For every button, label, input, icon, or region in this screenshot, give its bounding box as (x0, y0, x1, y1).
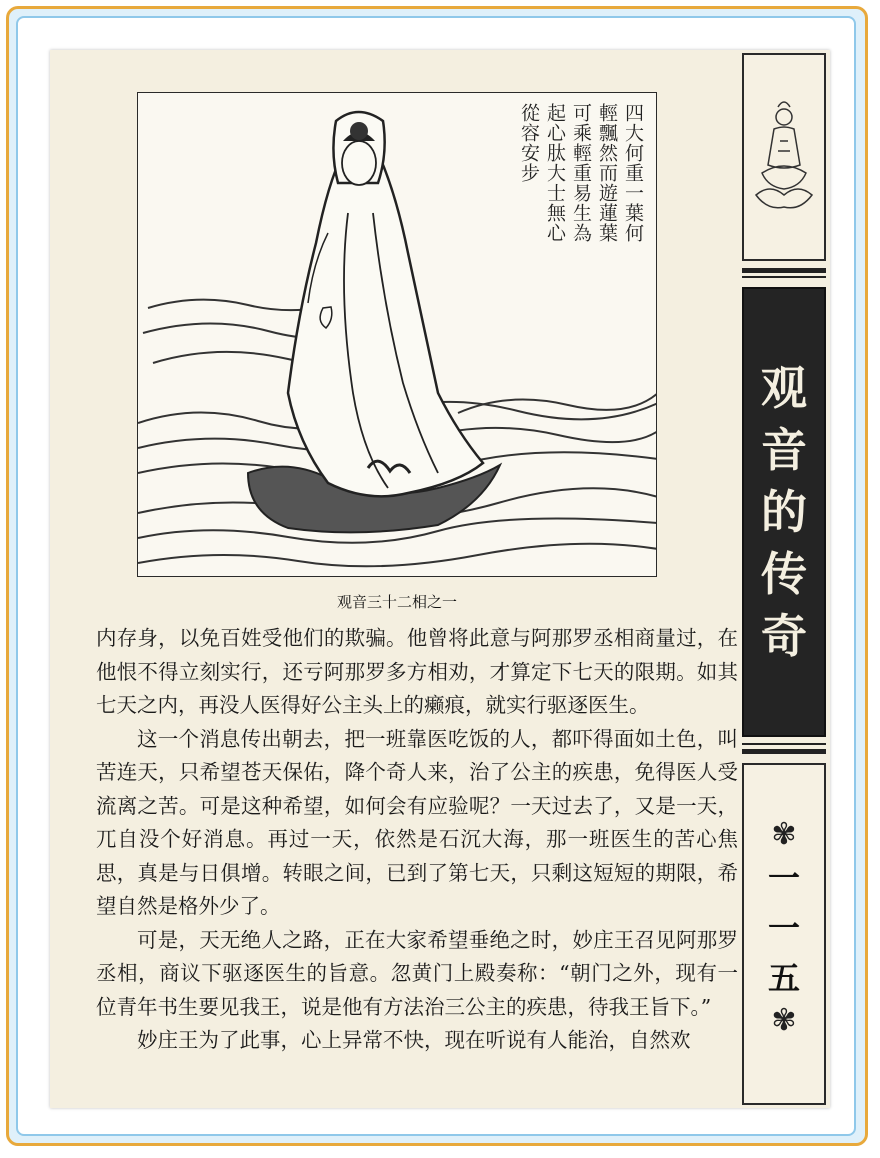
page-number-panel (742, 763, 826, 1105)
paragraph: 妙庄王为了此事，心上异常不快，现在听说有人能治，自然欢 (137, 1028, 691, 1052)
body-text (96, 622, 738, 1058)
title-char: 传 (761, 547, 807, 601)
page-number-char: 五 (767, 959, 800, 997)
flower-ornament-icon: ✾ (771, 1003, 797, 1038)
divider-rule (742, 749, 826, 754)
paragraph: 内存身，以免百姓受他们的欺骗。他曾将此意与阿那罗丞相商量过，在他恨不得立刻实行，还亏阿那罗多方相劝，才算定下七天的限期。如其七天之内，再没人医得好公主头上的癞痕，就实行驱逐医生。 (96, 626, 738, 717)
book-title-vertical (742, 287, 826, 737)
guanyin-illustration (137, 92, 657, 577)
poem-column: 從容安步 (518, 103, 540, 183)
poem-column: 起心肽大士無心 (544, 103, 566, 243)
paragraph: 这一个消息传出朝去，把一班靠医吃饭的人，都吓得面如土色，叫苦连天，只希望苍天保佑，降个奇人来，治了公主的疾患，免得医人受流离之苦。可是这种希望，如何会有应验呢？一天过去了，又是一天，兀自没个好消息。再过一天，依然是石沉大海，那一班医生的苦心焦思，真是与日俱增。转眼之间，已到了第七天，只剩这短短的期限，希望自然是格外少了。 (96, 726, 738, 918)
figure-caption: 观音三十二相之一 (336, 593, 457, 611)
paragraph: 可是，天无绝人之路，正在大家希望垂绝之时，妙庄王召见阿那罗丞相，商议下驱逐医生的旨意。忽黄门上殿奏称：“朝门之外，现有一位青年书生要见我王，说是他有方法治三公主的疾患，待我王旨下。” (96, 927, 738, 1019)
title-char: 奇 (761, 609, 807, 663)
seated-bodhisattva-icon (744, 55, 824, 259)
bodhisattva-vignette (742, 53, 826, 261)
poem-column: 可乘輕重易生為 (570, 103, 592, 243)
divider-rule (742, 276, 826, 278)
flower-ornament-icon: ✾ (771, 817, 797, 852)
divider-rule (742, 268, 826, 273)
divider-rule (742, 743, 826, 745)
inscription-poem (518, 103, 644, 243)
page-number-char: 一 (767, 909, 800, 947)
title-char: 音 (761, 423, 807, 477)
poem-column: 四大何重一葉何 (622, 103, 644, 243)
page-number-char: 一 (767, 859, 800, 897)
title-char: 的 (761, 485, 807, 539)
poem-column: 輕飄然而遊蓮葉 (596, 103, 618, 243)
book-page (50, 50, 830, 1108)
title-char: 观 (761, 361, 807, 415)
